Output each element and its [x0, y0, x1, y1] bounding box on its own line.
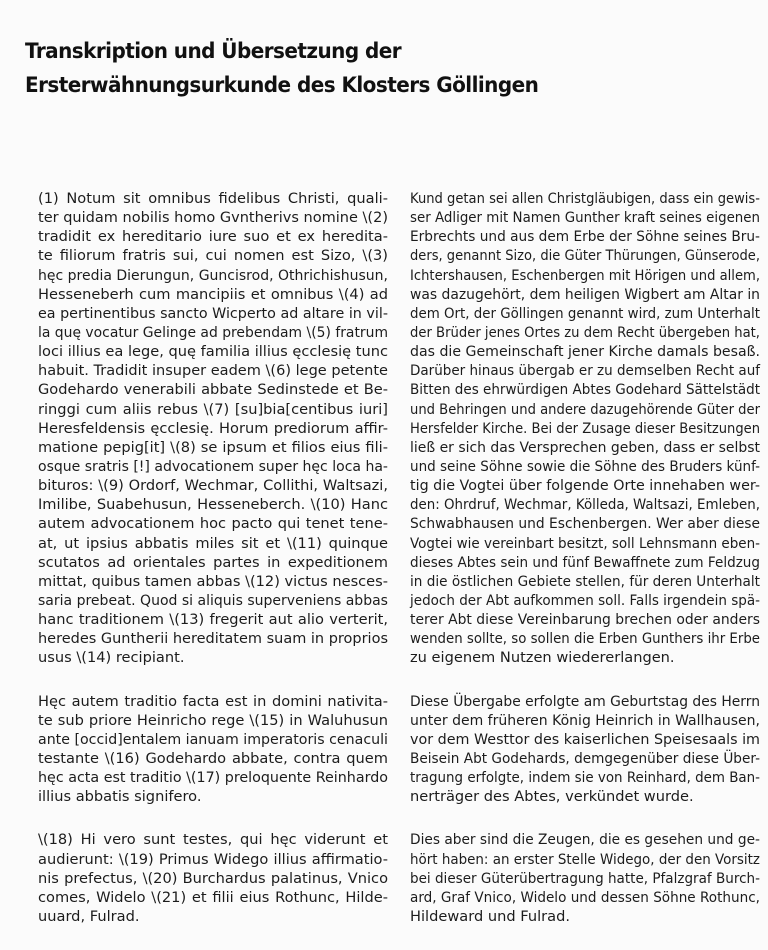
text-line: [410, 692, 760, 711]
text-line: [38, 711, 388, 730]
title-line: Ersterwähnungsurkunde des Klosters Göllingen: [25, 73, 539, 98]
text-line: [38, 749, 388, 768]
text-line-content: den: Ohrdruf, Wechmar, Kölleda, Waltsazi, Emleben,: [410, 496, 760, 514]
text-line-content: Hęc autem traditio facta est in domini nativita-: [38, 692, 388, 710]
text-line: [410, 457, 760, 476]
text-line: [410, 787, 760, 806]
text-line-content: at, ut ipsius abbatis miles sit et \(11) quinque: [38, 534, 388, 552]
latin-paragraph: [38, 830, 388, 926]
text-line-content: heredes Guntherii hereditatem suam in proprios: [38, 630, 388, 648]
text-line-content: Hersfelder Kirche. Bei der Zusage dieser Besitzungen: [410, 419, 760, 437]
title-line: Transkription und Übersetzung der: [25, 39, 402, 64]
text-line-content: (1) Notum sit omnibus fidelibus Christi, quali-: [38, 190, 388, 207]
text-line-content: Hesseneberh cum mancipiis et omnibus \(4) ad: [38, 285, 388, 303]
text-line-content: Beisein Abt Godehards, demgegenüber diese Über-: [410, 749, 760, 767]
text-line: [410, 266, 760, 285]
text-line-content: osque sratris [!] advocationem super hęc loca ha-: [38, 457, 388, 475]
text-line: [410, 749, 760, 768]
text-line-content: bituros: \(9) Ordorf, Wechmar, Collithi, Waltsazi,: [38, 477, 388, 495]
german-translation-column: [410, 189, 760, 950]
text-line-content: Erbrechts und aus dem Erbe der Söhne seines Bru-: [410, 228, 760, 246]
text-line: [410, 208, 760, 227]
text-line: [410, 495, 760, 514]
text-line: [410, 907, 760, 926]
text-line-content: illius abbatis signifero.: [38, 788, 202, 806]
text-line: [38, 830, 388, 849]
text-line-content: mittat, quibus tamen abbas \(12) victus nesces-: [38, 572, 388, 590]
text-line: [410, 648, 760, 667]
text-line: [38, 591, 388, 610]
german-paragraph: [410, 692, 760, 807]
text-line-content: Darüber hinaus übergab er zu demselben Recht auf: [410, 362, 760, 380]
text-line-content: Imilibe, Suabehusun, Hesseneberch. \(10) Hanc: [38, 496, 388, 514]
text-line-content: saria prebeat. Quod si aliquis superveniens abbas: [38, 591, 388, 609]
text-line-content: ard, Graf Vnico, Widelo und dessen Söhne Rothunc,: [410, 888, 760, 906]
text-line: [410, 553, 760, 572]
text-line-content: ließ er sich das Versprechen geben, dass er selbst: [410, 438, 760, 456]
text-line: [410, 323, 760, 342]
page-title: [25, 35, 538, 103]
text-line-content: te sub priore Heinricho rege \(15) in Waluhusun: [38, 711, 388, 729]
text-line: [410, 438, 760, 457]
text-line: [38, 534, 388, 553]
text-line: [410, 419, 760, 438]
text-line-content: tradidit ex hereditario iure suo et ex heredita-: [38, 228, 388, 246]
text-line-content: audierunt: \(19) Primus Widego illius affirmatio-: [38, 850, 388, 868]
text-line-content: Schwabhausen und Eschenbergen. Wer aber diese: [410, 515, 760, 533]
text-line-content: scutatos ad orientales partes in expeditionem: [38, 553, 388, 571]
text-line-content: in die östlichen Gebiete stellen, für deren Unterhalt: [410, 572, 760, 590]
text-line: [410, 572, 760, 591]
text-line: [410, 629, 760, 648]
text-line-content: wenden sollte, so sollen die Erben Gunthers ihr Erbe: [410, 630, 760, 648]
text-line-content: ea pertinentibus sancto Wicperto ad altare in vil-: [38, 304, 388, 322]
text-line: [38, 438, 388, 457]
text-line-content: tig die Vogtei über folgende Orte innehaben wer-: [410, 477, 760, 495]
text-line: [410, 711, 760, 730]
text-line: [38, 572, 388, 591]
text-line: [38, 304, 388, 323]
text-line: [410, 888, 760, 907]
text-line-content: te filiorum fratris sui, cui nomen est Sizo, \(3): [38, 247, 388, 265]
text-line-content: bei dieser Güterübertragung hatte, Pfalzgraf Burch-: [410, 869, 760, 887]
text-line-content: dem Ort, der Göllingen genannt wird, zum Unterhalt: [410, 304, 760, 322]
text-line: [38, 400, 388, 419]
text-line-content: Diese Übergabe erfolgte am Geburtstag des Herrn: [410, 692, 760, 710]
text-line-content: Ichtershausen, Eschenbergen mit Hörigen und allem,: [410, 266, 760, 284]
text-line: [38, 869, 388, 888]
text-line: [38, 907, 388, 926]
text-line-content: der Brüder jenes Ortes zu dem Recht übergeben hat,: [410, 323, 760, 341]
text-line: [410, 514, 760, 533]
text-line: [38, 850, 388, 869]
text-line: [38, 648, 388, 667]
text-line: [410, 380, 760, 399]
text-line-content: Heresfeldensis ęcclesię. Horum prediorum affir-: [38, 419, 388, 437]
text-line: [38, 266, 388, 285]
text-line-content: Vogtei wie vereinbart besitzt, soll Lehnsmann eben-: [410, 534, 760, 552]
text-line: [410, 400, 760, 419]
text-line-content: testante \(16) Godehardo abbate, contra quem: [38, 749, 388, 767]
text-line-content: was dazugehört, dem heiligen Wigbert am Altar in: [410, 285, 760, 303]
text-line-content: la quę vocatur Gelinge ad prebendam \(5) fratrum: [38, 323, 388, 341]
text-line: [38, 380, 388, 399]
text-line: [38, 227, 388, 246]
text-line: [410, 850, 760, 869]
text-line-content: Hildeward und Fulrad.: [410, 907, 570, 925]
text-line: [38, 323, 388, 342]
text-line: [38, 419, 388, 438]
text-line-content: Kund getan sei allen Christgläubigen, dass ein gewis-: [410, 190, 760, 207]
text-line-content: Dies aber sind die Zeugen, die es gesehen und ge-: [410, 831, 760, 849]
text-line: [410, 610, 760, 629]
text-line-content: und Behringen und andere dazugehörende Güter der: [410, 400, 760, 418]
text-line-content: comes, Widelo \(21) et filii eius Rothunc, Hilde-: [38, 888, 388, 906]
text-line-content: hęc acta est traditio \(17) preloquente Reinhardo: [38, 769, 388, 787]
text-line: [410, 227, 760, 246]
text-line: [410, 730, 760, 749]
text-line: [410, 534, 760, 553]
text-line-content: ringgi cum aliis rebus \(7) [su]bia[centibus iuri]: [38, 400, 388, 418]
latin-transcription-column: [38, 189, 388, 950]
text-line-content: matione pepig[it] \(8) se ipsum et filios eius fili-: [38, 438, 388, 456]
text-line: [38, 189, 388, 208]
text-line: [410, 768, 760, 787]
text-line: [38, 457, 388, 476]
latin-paragraph: [38, 189, 388, 668]
text-line: [38, 361, 388, 380]
german-paragraph: [410, 189, 760, 668]
text-line: [38, 342, 388, 361]
text-line: [38, 768, 388, 787]
text-line: [410, 591, 760, 610]
text-line: [410, 476, 760, 495]
text-line-content: dieses Abtes sein und fünf Bewaffnete zum Feldzug: [410, 553, 760, 571]
text-line-content: Godehardo venerabili abbate Sedinstede et Be-: [38, 381, 388, 399]
text-line-content: uuard, Fulrad.: [38, 907, 140, 925]
text-line-content: ders, genannt Sizo, die Güter Thürungen, Günserode,: [410, 247, 760, 265]
text-line-content: loci illius ea lege, quę familia illius ęcclesię tunc: [38, 343, 388, 361]
text-line: [38, 208, 388, 227]
text-line-content: \(18) Hi vero sunt testes, qui hęc viderunt et: [38, 831, 388, 849]
text-line: [38, 514, 388, 533]
latin-paragraph: [38, 692, 388, 807]
text-line-content: das die Gemeinschaft jener Kirche damals besaß.: [410, 343, 760, 361]
text-line: [410, 342, 760, 361]
text-line-content: zu eigenem Nutzen wiedererlangen.: [410, 649, 675, 667]
text-line: [38, 476, 388, 495]
text-line-content: terer Abt diese Vereinbarung brechen oder anders: [410, 611, 760, 629]
text-line-content: hęc predia Dierungun, Guncisrod, Othrichishusun,: [38, 266, 388, 284]
text-line-content: nerträger des Abtes, verkündet wurde.: [410, 788, 694, 806]
text-line: [38, 553, 388, 572]
text-line-content: autem advocationem hoc pacto qui tenet tene-: [38, 515, 388, 533]
text-line-content: usus \(14) recipiant.: [38, 649, 185, 667]
text-line: [38, 285, 388, 304]
text-line-content: nis prefectus, \(20) Burchardus palatinus, Vnico: [38, 869, 388, 887]
text-line-content: ser Adliger mit Namen Gunther kraft seines eigenen: [410, 209, 760, 227]
text-line: [410, 304, 760, 323]
text-line: [38, 692, 388, 711]
text-line: [38, 787, 388, 806]
text-line-content: tragung erfolgte, indem sie von Reinhard, dem Ban-: [410, 769, 760, 787]
text-line: [410, 246, 760, 265]
text-line: [38, 610, 388, 629]
text-line: [38, 246, 388, 265]
text-line-content: und seine Söhne sowie die Söhne des Bruders künf-: [410, 457, 760, 475]
german-paragraph: [410, 830, 760, 926]
text-line: [410, 361, 760, 380]
text-line: [410, 869, 760, 888]
text-line: [410, 830, 760, 849]
text-line: [410, 285, 760, 304]
text-line-content: vor dem Westtor des kaiserlichen Speisesaals im: [410, 730, 760, 748]
text-line-content: hanc traditionem \(13) fregerit aut alio verterit,: [38, 611, 388, 629]
text-line-content: unter dem früheren König Heinrich in Wallhausen,: [410, 711, 760, 729]
text-line: [38, 629, 388, 648]
text-line-content: Bitten des ehrwürdigen Abtes Godehard Sättelstädt: [410, 381, 760, 399]
text-line-content: ter quidam nobilis homo Gvntherivs nomine \(2): [38, 209, 388, 227]
text-line-content: hört haben: an erster Stelle Widego, der den Vorsitz: [410, 850, 760, 868]
text-line: [38, 730, 388, 749]
text-line: [410, 189, 760, 208]
text-line-content: habuit. Tradidit insuper eadem \(6) lege petente: [38, 362, 388, 380]
text-line: [38, 888, 388, 907]
text-line-content: jedoch der Abt aufkommen soll. Falls irgendein spä-: [410, 591, 760, 609]
text-line-content: ante [occid]entalem ianuam imperatoris cenaculi: [38, 730, 388, 748]
text-line: [38, 495, 388, 514]
